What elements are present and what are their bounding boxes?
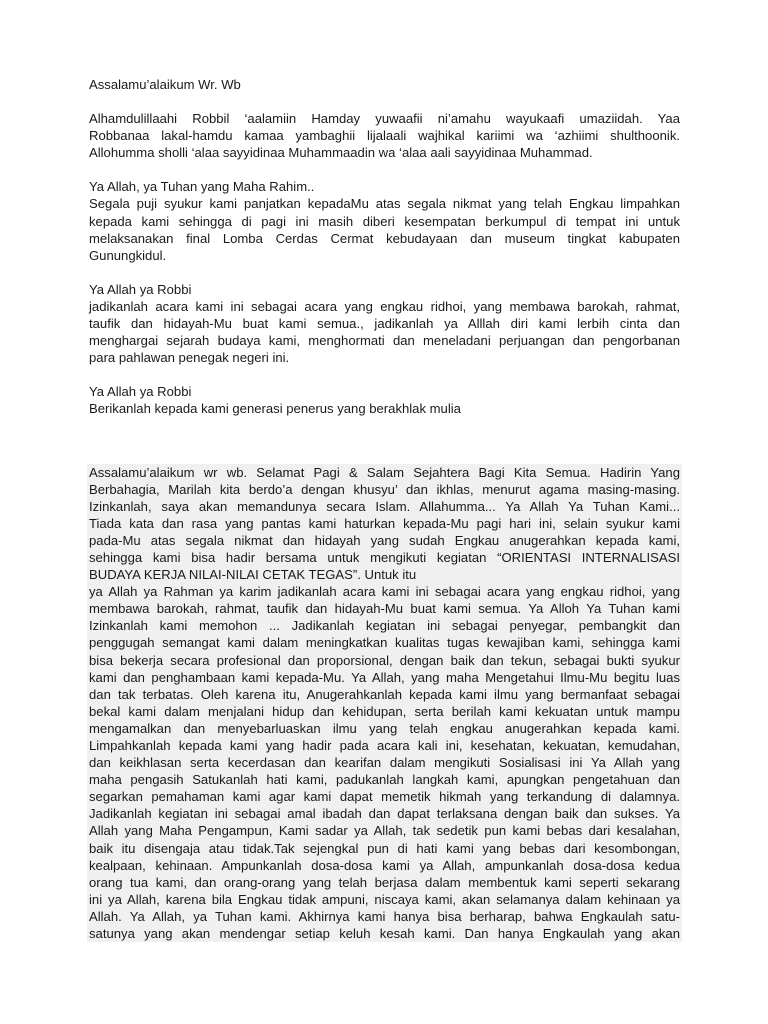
greeting-line: Assalamu’alaikum Wr. Wb (89, 77, 241, 92)
text-line: Tiada kata dan rasa yang pantas kami haturkan kepada-Mu pagi hari ini, selain syukur kami (89, 515, 680, 531)
text-line: taufik dan hidayah-Mu buat kami semua., jadikanlah ya Alllah diri kami lerbih cinta dan (89, 316, 680, 332)
text-line: Robbanaa lakal-hamdu kamaa yambaghii lijalaali wajhikal kariimi wa ‘azhiimi shulthoonik. (89, 128, 680, 144)
text-line: kealpaan, kehinaan. Ampunkanlah dosa-dosa kami ya Allah, ampunkanlah dosa-dosa kedua (89, 857, 680, 873)
text-line: maha pengasih Satukanlah hati kami, padukanlah langkah kami, apungkan pengetahuan dan (89, 772, 680, 788)
text-line: para pahlawan penegak negeri ini. (89, 350, 290, 366)
text-line: Allohumma sholli ‘alaa sayyidinaa Muhammaadin wa ‘alaa aali sayyidinaa Muhammad. (89, 145, 593, 161)
text-line: ya Allah ya Rahman ya karim jadikanlah acara kami ini sebagai acara yang engkau ridhoi, yang (89, 584, 680, 600)
text-line: Segala puji syukur kami panjatkan kepadaMu atas segala nikmat yang telah Engkau limpahkan (89, 196, 680, 212)
text-line: kami dan penghambaan kami kepada-Mu. Ya Allah, yang maha Mengetahui Ilmu-Mu begitu luas (89, 669, 680, 685)
heading-line: Ya Allah, ya Tuhan yang Maha Rahim.. (89, 179, 315, 195)
text-line: ini ya Allah, karena bila Engkau tidak ampuni, niscaya kami, akan selamanya dalam kehinaan ya (89, 891, 680, 907)
text-line: Allah. Ya Allah, ya Tuhan kami. Akhirnya kami hanya bisa berharap, bahwa Engkaulah satu- (89, 908, 680, 924)
text-line: kepada kami sehingga di pagi ini masih diberi kesempatan berkumpul di tempat ini untuk (89, 213, 680, 229)
heading-line: Ya Allah ya Robbi (89, 281, 192, 297)
text-line: Izinkanlah, saya akan memandunya secara Islam. Allahumma... Ya Allah Ya Tuhan Kami... (89, 498, 680, 514)
text-line: Allah yang Maha Pengampun, Kami sadar ya Allah, tak sedetik pun kami bebas dari kesalahan, (89, 823, 680, 839)
section-gap (89, 452, 680, 464)
second-prayer-block (87, 464, 682, 943)
thanksgiving-paragraph (89, 195, 680, 263)
paragraph-gap (89, 161, 680, 178)
heading-line: Ya Allah ya Robbi (89, 384, 192, 400)
text-line: Assalamu’alaikum wr wb. Selamat Pagi & Salam Sejahtera Bagi Kita Semua. Hadirin Yang (89, 464, 680, 480)
text-line: Berikanlah kepada kami generasi penerus yang berakhlak mulia (89, 401, 461, 417)
text-line: Berbahagia, Marilah kita berdo’a dengan khusyu’ dan ikhlas, menurut agama masing-masing. (89, 481, 680, 497)
text-line: baik itu disengaja atau tidak.Tak sejengkal pun di hati kami yang bebas dari kesombongan, (89, 840, 680, 856)
paragraph-gap (89, 264, 680, 281)
document-page (89, 76, 680, 942)
text-line: Alhamdulillaahi Robbil ‘aalamiin Hamday yuwaafii ni’amahu wayukaafi umaziidah. Yaa (89, 111, 680, 127)
text-line: Izinkanlah kami memohon ... Jadikanlah kegiatan ini sebagai penyegar, pembangkit dan (89, 618, 680, 634)
text-line: segarkan pemahaman kami agar kami dapat memetik hikmah yang terkandung di dalamnya. (89, 789, 680, 805)
paragraph-gap (89, 435, 680, 452)
text-line: membawa barokah, rahmat, taufik dan hidayah-Mu buat kami semua. Ya Alloh Ya Tuhan kami (89, 601, 680, 617)
text-line: sehingga kami bisa hadir bersama untuk mengikuti kegiatan “ORIENTASI INTERNALISASI (89, 549, 680, 565)
text-line: melaksanakan final Lomba Cerdas Cermat kebudayaan dan museum tingkat kabupaten (89, 230, 680, 246)
text-line: Limpahkanlah kepada kami yang hadir pada acara kali ini, kesehatan, kekuatan, kemudahan, (89, 738, 680, 753)
paragraph-gap (89, 366, 680, 383)
text-line: pada-Mu atas segala nikmat dan hidayah yang sudah Engkau anugerahkan kepada kami, (89, 532, 680, 548)
text-line: orang tua kami, dan orang-orang yang telah berjasa dalam membentuk kami seperti sekarang (89, 874, 680, 890)
request-paragraph (89, 298, 680, 366)
text-line: jadikanlah acara kami ini sebagai acara yang engkau ridhoi, yang membawa barokah, rahmat, (89, 298, 680, 314)
text-line: BUDAYA KERJA NILAI-NILAI CETAK TEGAS”. Untuk itu (89, 567, 417, 583)
text-line: dan keikhlasan serta kecerdasan dan kearifan dalam mengikuti Sosialisasi ini Ya Allah yang (89, 755, 680, 771)
text-line: bekal kami dalam menjalani hidup dan kehidupan, serta berilah kami kekuatan untuk mampu (89, 703, 680, 719)
text-line: Jadikanlah kegiatan ini sebagai amal ibadah dan dapat terlaksana dengan baik dan sukses. Ya (89, 806, 680, 822)
text-line: bisa bekerja secara profesional dan proporsional, dengan baik dan tekun, sebagai bukti syukur (89, 652, 680, 668)
opening-paragraph (89, 110, 680, 161)
text-line: satunya yang akan mendengar setiap keluh kesah kami. Dan hanya Engkaulah yang akan (89, 926, 680, 942)
text-line: mengamalkan dan menyebarluaskan ilmu yang telah engkau anugerahkan kepada kami. (89, 720, 680, 736)
paragraph-gap (89, 418, 680, 435)
text-line: Gunungkidul. (89, 247, 167, 263)
text-line: penggugah semangat kami dalam meningkatkan kualitas tugas kewajiban kami, sehingga kami (89, 635, 680, 651)
text-line: menghargai sejarah budaya kami, menghormati dan meneladani perjuangan dan pengorbanan (89, 333, 680, 349)
paragraph-gap (89, 93, 680, 110)
text-line: dan tak terbatas. Oleh karena itu, Anugerahkanlah kepada kami ilmu yang bermanfaat sebagai (89, 686, 680, 702)
